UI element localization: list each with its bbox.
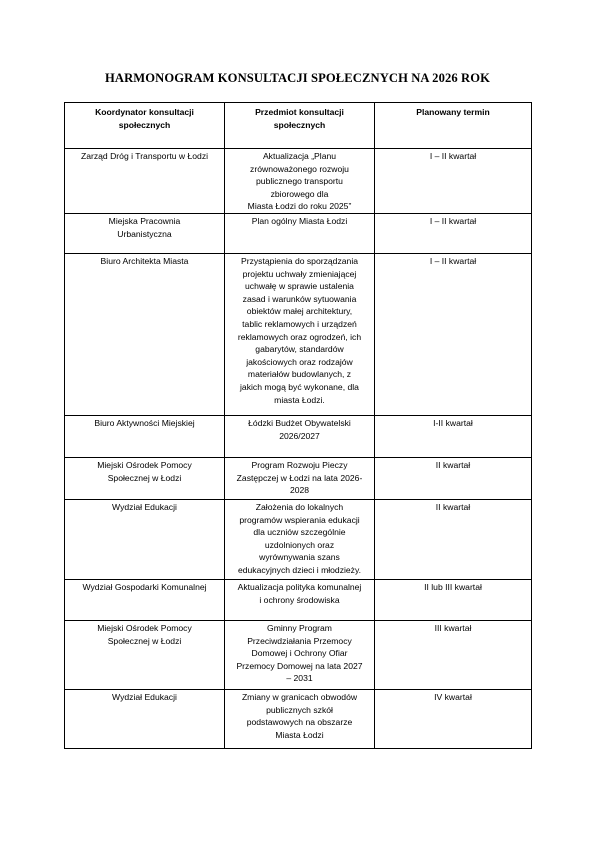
cell-coordinator [65,621,225,690]
cell-subject [225,416,375,458]
coordinator-text: Miejska Pracownia Urbanistyczna [108,216,181,239]
table-header-row [65,103,532,149]
cell-subject [225,149,375,214]
coordinator-text: Wydział Edukacji [112,502,177,512]
document-title: HARMONOGRAM KONSULTACJI SPOŁECZNYCH NA 2026 ROK [105,71,490,85]
consultation-schedule-table [64,102,532,749]
header-coordinator [65,103,225,149]
table-row [65,500,532,580]
cell-coordinator [65,458,225,500]
cell-coordinator [65,500,225,580]
term-text: IV kwartał [434,692,472,702]
subject-text: Program Rozwoju Pieczy Zastępczej w Łodzi na lata 2026- 2028 [236,460,363,496]
subject-text: Aktualizacja „Planu zrównoważonego rozwoju publicznego transportu zbiorowego dla Miasta Łodzi do roku 2025” [247,151,352,212]
coordinator-text: Biuro Aktywności Miejskiej [94,418,195,428]
header-term-text: Planowany termin [416,107,490,117]
subject-text: Przystąpienia do sporządzania projektu uchwały zmieniającej uchwałę w sprawie ustalenia zasad i warunków sytuowania obiektów małej architektury, tablic reklamowych i urządzeń reklamowych oraz ogrodzeń, ich gabarytów, standardów jakościowych oraz rodzajów materiałów budowlanych, z jakich mogą być wykonane, dla miasta Łodzi. [237,256,362,405]
term-text: II lub III kwartał [424,582,482,592]
cell-coordinator [65,149,225,214]
cell-coordinator [65,254,225,416]
subject-text: Gminny Program Przeciwdziałania Przemocy Domowej i Ochrony Ofiar Przemocy Domowej na lata 2027 – 2031 [236,623,363,684]
cell-term [375,416,532,458]
coordinator-text: Biuro Architekta Miasta [100,256,189,266]
cell-subject [225,621,375,690]
subject-text: Łódzki Budżet Obywatelski 2026/2027 [248,418,351,441]
table-row [65,690,532,749]
term-text: II kwartał [435,460,471,470]
header-subject-text: Przedmiot konsultacji społecznych [255,107,344,130]
term-text: I – II kwartał [429,216,477,226]
subject-text: Zmiany w granicach obwodów publicznych szkół podstawowych na obszarze Miasta Łodzi [241,692,358,740]
term-text: III kwartał [434,623,472,633]
table-row [65,621,532,690]
cell-coordinator [65,580,225,621]
table-row [65,149,532,214]
cell-subject [225,500,375,580]
cell-coordinator [65,416,225,458]
coordinator-text: Zarząd Dróg i Transportu w Łodzi [80,151,209,161]
coordinator-text: Wydział Gospodarki Komunalnej [82,582,207,592]
coordinator-text: Wydział Edukacji [112,692,177,702]
table-row [65,214,532,254]
cell-term [375,214,532,254]
header-subject [225,103,375,149]
table-row [65,580,532,621]
cell-subject [225,580,375,621]
coordinator-text: Miejski Ośrodek Pomocy Społecznej w Łodzi [97,460,192,483]
term-text: II kwartał [435,502,471,512]
subject-text: Aktualizacja polityka komunalnej i ochrony środowiska [237,582,362,605]
cell-coordinator [65,214,225,254]
table-row [65,254,532,416]
header-term [375,103,532,149]
cell-term [375,500,532,580]
cell-term [375,690,532,749]
term-text: I – II kwartał [429,151,477,161]
cell-subject [225,690,375,749]
cell-subject [225,214,375,254]
cell-term [375,621,532,690]
term-text: I-II kwartał [433,418,473,428]
cell-coordinator [65,690,225,749]
cell-term [375,254,532,416]
term-text: I – II kwartał [429,256,477,266]
subject-text: Plan ogólny Miasta Łodzi [251,216,348,226]
cell-subject [225,458,375,500]
subject-text: Założenia do lokalnych programów wspierania edukacji dla uczniów szczególnie uzdolnionych oraz wyrównywania szans edukacyjnych dzieci i młodzieży. [237,502,362,575]
table-row [65,458,532,500]
table-row [65,416,532,458]
coordinator-text: Miejski Ośrodek Pomocy Społecznej w Łodzi [97,623,192,646]
cell-term [375,580,532,621]
cell-term [375,458,532,500]
cell-term [375,149,532,214]
cell-subject [225,254,375,416]
header-coordinator-text: Koordynator konsultacji społecznych [95,107,194,130]
